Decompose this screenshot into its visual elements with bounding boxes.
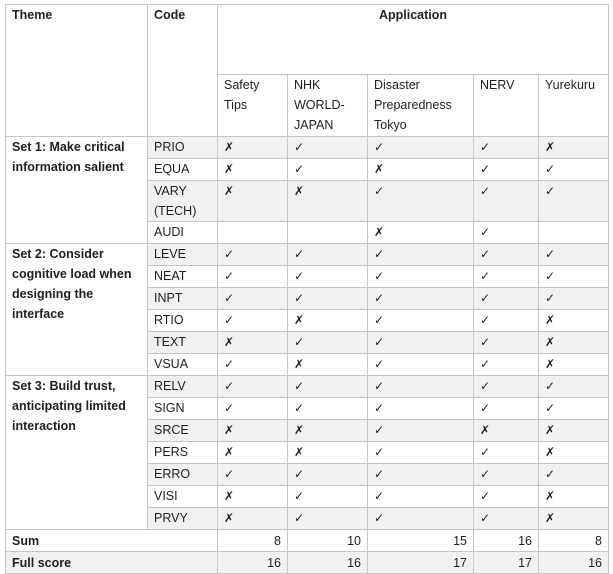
check-mark-icon: ✓ [539,398,609,420]
check-mark-icon: ✓ [474,332,539,354]
code-cell: ERRO [148,464,218,486]
sum-row [6,530,609,552]
sum-value: 16 [474,530,539,552]
check-mark-icon: ✓ [218,310,288,332]
check-mark-icon: ✓ [474,442,539,464]
check-mark-icon: ✓ [539,244,609,266]
full_score-value: 17 [474,552,539,574]
table-row [6,376,609,398]
check-mark-icon: ✓ [368,181,474,222]
check-mark-icon: ✓ [474,181,539,222]
check-mark-icon: ✓ [288,376,368,398]
full_score-value: 17 [368,552,474,574]
code-cell: RELV [148,376,218,398]
check-mark-icon: ✓ [474,508,539,530]
check-mark-icon: ✓ [288,464,368,486]
check-mark-icon: ✓ [218,398,288,420]
header-app: Safety Tips [218,75,288,137]
check-mark-icon: ✓ [368,420,474,442]
cross-mark-icon: ✗ [539,137,609,159]
check-mark-icon: ✓ [474,222,539,244]
check-mark-icon: ✓ [368,288,474,310]
check-mark-icon: ✓ [539,464,609,486]
code-cell: NEAT [148,266,218,288]
code-cell: VARY (TECH) [148,181,218,222]
cross-mark-icon: ✗ [218,137,288,159]
check-mark-icon: ✓ [218,266,288,288]
check-mark-icon: ✓ [474,376,539,398]
check-mark-icon: ✓ [368,376,474,398]
cross-mark-icon: ✗ [288,442,368,464]
cross-mark-icon: ✗ [474,420,539,442]
check-mark-icon: ✓ [288,159,368,181]
check-mark-icon: ✓ [539,181,609,222]
check-mark-icon: ✓ [474,486,539,508]
code-cell: AUDI [148,222,218,244]
check-mark-icon: ✓ [539,159,609,181]
check-mark-icon: ✓ [368,398,474,420]
code-cell: RTIO [148,310,218,332]
check-mark-icon: ✓ [539,376,609,398]
cross-mark-icon: ✗ [288,420,368,442]
cross-mark-icon: ✗ [218,181,288,222]
full-score-row [6,552,609,574]
full_score-value: 16 [218,552,288,574]
header-app: Yurekuru [539,75,609,137]
cross-mark-icon: ✗ [218,332,288,354]
full_score-value: 16 [288,552,368,574]
check-mark-icon: ✓ [288,398,368,420]
cross-mark-icon: ✗ [218,508,288,530]
table-row [6,137,609,159]
cross-mark-icon: ✗ [539,508,609,530]
check-mark-icon: ✓ [288,508,368,530]
theme-cell: Set 2: Consider cognitive load when designing the interface [6,244,148,376]
check-mark-icon: ✓ [474,288,539,310]
empty-cell [288,222,368,244]
cross-mark-icon: ✗ [288,181,368,222]
code-cell: SRCE [148,420,218,442]
cross-mark-icon: ✗ [368,222,474,244]
check-mark-icon: ✓ [474,464,539,486]
empty-cell [539,222,609,244]
check-mark-icon: ✓ [288,137,368,159]
cross-mark-icon: ✗ [539,354,609,376]
check-mark-icon: ✓ [218,354,288,376]
check-mark-icon: ✓ [474,398,539,420]
cross-mark-icon: ✗ [539,332,609,354]
check-mark-icon: ✓ [218,244,288,266]
check-mark-icon: ✓ [474,244,539,266]
cross-mark-icon: ✗ [288,354,368,376]
check-mark-icon: ✓ [368,464,474,486]
cross-mark-icon: ✗ [539,310,609,332]
code-cell: LEVE [148,244,218,266]
code-cell: EQUA [148,159,218,181]
empty-cell [218,222,288,244]
check-mark-icon: ✓ [368,244,474,266]
code-cell: TEXT [148,332,218,354]
cross-mark-icon: ✗ [539,420,609,442]
cross-mark-icon: ✗ [218,442,288,464]
check-mark-icon: ✓ [288,266,368,288]
check-mark-icon: ✓ [474,354,539,376]
cross-mark-icon: ✗ [368,159,474,181]
check-mark-icon: ✓ [218,376,288,398]
evaluation-table [5,4,609,574]
check-mark-icon: ✓ [368,332,474,354]
code-cell: PRVY [148,508,218,530]
check-mark-icon: ✓ [474,310,539,332]
full_score-value: 16 [539,552,609,574]
header-app: NERV [474,75,539,137]
check-mark-icon: ✓ [474,266,539,288]
check-mark-icon: ✓ [218,464,288,486]
cross-mark-icon: ✗ [288,310,368,332]
check-mark-icon: ✓ [368,486,474,508]
sum-value: 15 [368,530,474,552]
table-row [6,244,609,266]
check-mark-icon: ✓ [368,137,474,159]
header-application: Application [218,5,609,75]
full_score-label: Full score [6,552,218,574]
check-mark-icon: ✓ [218,288,288,310]
check-mark-icon: ✓ [288,288,368,310]
header-code: Code [148,5,218,137]
code-cell: PRIO [148,137,218,159]
header-app: Disaster Preparedness Tokyo [368,75,474,137]
sum-value: 10 [288,530,368,552]
check-mark-icon: ✓ [368,310,474,332]
theme-cell: Set 1: Make critical information salient [6,137,148,244]
sum-label: Sum [6,530,218,552]
check-mark-icon: ✓ [368,354,474,376]
check-mark-icon: ✓ [539,288,609,310]
check-mark-icon: ✓ [288,486,368,508]
sum-value: 8 [539,530,609,552]
code-cell: VISI [148,486,218,508]
code-cell: INPT [148,288,218,310]
check-mark-icon: ✓ [474,137,539,159]
header-app: NHK WORLD-JAPAN [288,75,368,137]
code-cell: PERS [148,442,218,464]
check-mark-icon: ✓ [288,244,368,266]
header-theme: Theme [6,5,148,137]
check-mark-icon: ✓ [368,266,474,288]
check-mark-icon: ✓ [288,332,368,354]
check-mark-icon: ✓ [368,442,474,464]
code-cell: VSUA [148,354,218,376]
check-mark-icon: ✓ [474,159,539,181]
check-mark-icon: ✓ [539,266,609,288]
cross-mark-icon: ✗ [539,442,609,464]
sum-value: 8 [218,530,288,552]
cross-mark-icon: ✗ [539,486,609,508]
cross-mark-icon: ✗ [218,420,288,442]
check-mark-icon: ✓ [368,508,474,530]
theme-cell: Set 3: Build trust, anticipating limited interaction [6,376,148,530]
cross-mark-icon: ✗ [218,486,288,508]
code-cell: SIGN [148,398,218,420]
cross-mark-icon: ✗ [218,159,288,181]
